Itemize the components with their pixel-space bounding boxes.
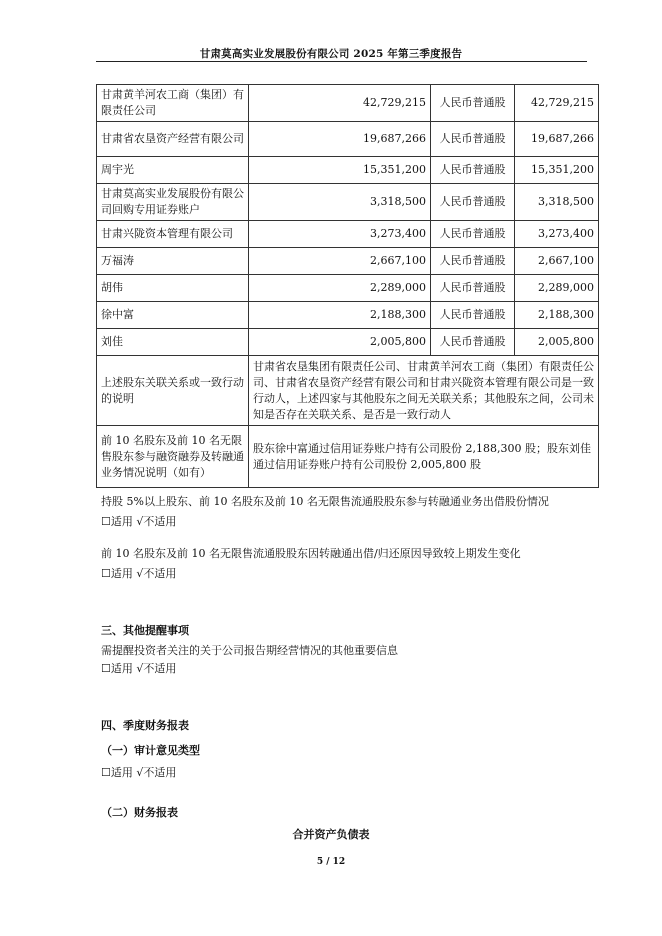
- share-type: 人民币普通股: [431, 275, 515, 302]
- share-type: 人民币普通股: [431, 329, 515, 356]
- shareholder-shares: 15,351,200: [249, 157, 431, 184]
- page-number: 5 / 12: [316, 857, 346, 867]
- table-row: [97, 122, 599, 157]
- change-title: 前 10 名股东及前 10 名无限售流通股股东因转融通出借/归还原因导致较上期发生变化: [101, 547, 521, 560]
- audit-opinion-heading: （一）审计意见类型: [101, 744, 200, 757]
- share-count: 19,687,266: [515, 122, 599, 157]
- table-row: [97, 221, 599, 248]
- section3-heading: 三、其他提醒事项: [101, 624, 189, 637]
- shareholder-name: 甘肃莫高实业发展股份有限公司回购专用证券账户: [97, 184, 249, 221]
- balance-sheet-title: 合并资产负债表: [292, 828, 370, 841]
- shareholder-name: 万福涛: [97, 248, 249, 275]
- share-type: 人民币普通股: [431, 221, 515, 248]
- shareholder-shares: 2,289,000: [249, 275, 431, 302]
- table-row: [97, 184, 599, 221]
- relationship-label: 上述股东关联关系或一致行动的说明: [97, 356, 249, 426]
- share-count: 2,005,800: [515, 329, 599, 356]
- shareholder-name: 周宇光: [97, 157, 249, 184]
- share-count: 15,351,200: [515, 157, 599, 184]
- section3-options: ☐适用 √不适用: [101, 662, 177, 675]
- margin-trading-label: 前 10 名股东及前 10 名无限售股东参与融资融券及转融通业务情况说明（如有）: [97, 426, 249, 488]
- share-count: 2,667,100: [515, 248, 599, 275]
- share-count: 2,188,300: [515, 302, 599, 329]
- share-type: 人民币普通股: [431, 184, 515, 221]
- shareholder-shares: 19,687,266: [249, 122, 431, 157]
- financial-statements-heading: （二）财务报表: [101, 806, 178, 819]
- share-count: 3,318,500: [515, 184, 599, 221]
- table-row: [97, 248, 599, 275]
- shareholder-shares: 3,318,500: [249, 184, 431, 221]
- report-header-title: 甘肃莫高实业发展股份有限公司 2025 年第三季度报告: [199, 48, 463, 60]
- change-options: ☐适用 √不适用: [101, 567, 177, 580]
- shareholder-shares: 3,273,400: [249, 221, 431, 248]
- share-type: 人民币普通股: [431, 157, 515, 184]
- shareholder-shares: 2,188,300: [249, 302, 431, 329]
- header-divider: [96, 61, 587, 62]
- table-row: [97, 426, 599, 488]
- table-row: [97, 157, 599, 184]
- section4-heading: 四、季度财务报表: [101, 719, 189, 732]
- table-row: [97, 356, 599, 426]
- table-row: [97, 302, 599, 329]
- shareholder-shares: 42,729,215: [249, 85, 431, 122]
- shareholder-name: 甘肃省农垦资产经营有限公司: [97, 122, 249, 157]
- share-count: 42,729,215: [515, 85, 599, 122]
- table-row: [97, 329, 599, 356]
- table-row: [97, 85, 599, 122]
- shareholder-name: 胡伟: [97, 275, 249, 302]
- share-count: 3,273,400: [515, 221, 599, 248]
- share-type: 人民币普通股: [431, 248, 515, 275]
- share-type: 人民币普通股: [431, 122, 515, 157]
- shareholder-name: 甘肃黄羊河农工商（集团）有限责任公司: [97, 85, 249, 122]
- share-count: 2,289,000: [515, 275, 599, 302]
- lending-options: ☐适用 √不适用: [101, 515, 177, 528]
- margin-trading-text: 股东徐中富通过信用证券账户持有公司股份 2,188,300 股；股东刘佳通过信用证券账户持有公司股份 2,005,800 股: [249, 426, 599, 488]
- section3-text: 需提醒投资者关注的关于公司报告期经营情况的其他重要信息: [101, 644, 398, 657]
- table-row: [97, 275, 599, 302]
- share-type: 人民币普通股: [431, 85, 515, 122]
- lending-title: 持股 5%以上股东、前 10 名股东及前 10 名无限售流通股股东参与转融通业务出借股份情况: [101, 495, 549, 508]
- shareholder-name: 刘佳: [97, 329, 249, 356]
- relationship-text: 甘肃省农垦集团有限责任公司、甘肃黄羊河农工商（集团）有限责任公司、甘肃省农垦资产经营有限公司和甘肃兴陇资本管理有限公司是一致行动人，上述四家与其他股东之间无关联关系；其他股东之间，公司未知是否存在关联关系、是否是一致行动人: [249, 356, 599, 426]
- shareholder-name: 徐中富: [97, 302, 249, 329]
- audit-opinion-options: ☐适用 √不适用: [101, 766, 177, 779]
- shareholder-name: 甘肃兴陇资本管理有限公司: [97, 221, 249, 248]
- shareholder-shares: 2,005,800: [249, 329, 431, 356]
- share-type: 人民币普通股: [431, 302, 515, 329]
- top-shareholders-table: [96, 84, 599, 488]
- shareholder-shares: 2,667,100: [249, 248, 431, 275]
